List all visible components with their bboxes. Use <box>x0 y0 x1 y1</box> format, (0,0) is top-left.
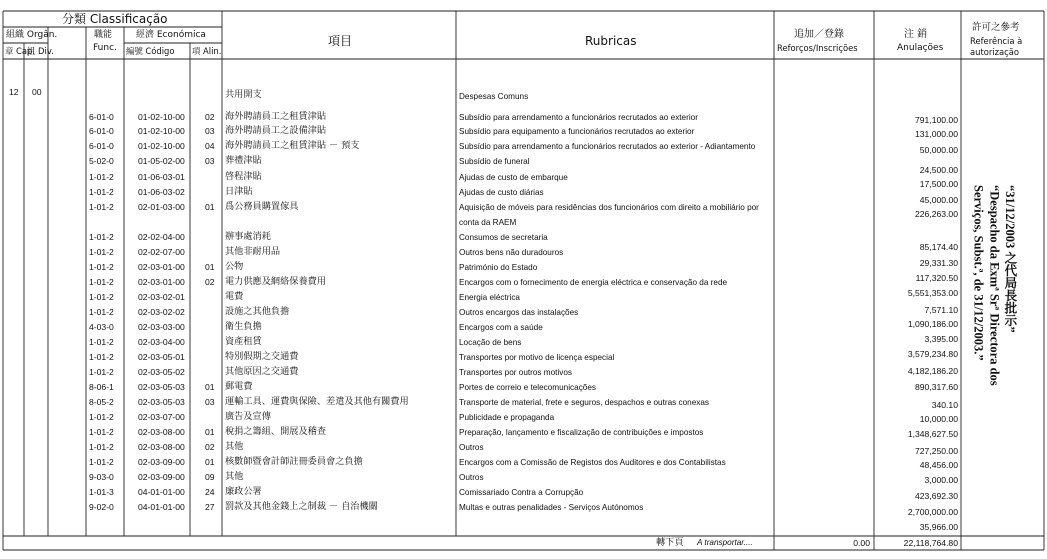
row-title-zh: 葬禮津貼 <box>225 155 262 166</box>
row-code: 02-03-09-00 <box>138 457 185 467</box>
group-cap: 12 <box>9 87 19 97</box>
row-func: 1-01-2 <box>89 457 114 467</box>
row-title-zh: 稅捐之籌組、開展及稽查 <box>225 426 327 437</box>
row-code: 01-02-10-00 <box>138 112 185 122</box>
row-title-pt: Transportes por motivo de licença especial <box>459 353 615 362</box>
row-title-pt: Património do Estado <box>459 263 538 272</box>
row-title-pt: Subsídio para arrendamento a funcionários recrutados ao exterior <box>459 113 698 122</box>
row-amount: 226,263.00 <box>914 209 958 219</box>
row-title-zh: 資產租賃 <box>225 336 262 347</box>
row-func: 4-03-0 <box>89 322 114 332</box>
row-code: 01-02-10-00 <box>138 126 185 136</box>
row-title-pt: Transportes por outros motivos <box>459 368 573 377</box>
header-cap: 章 Cap. <box>5 46 35 56</box>
row-title-pt: Aquisição de móveis para residências dos funcionários com direito a mobiliário por <box>459 203 759 212</box>
row-amount: 85,174.40 <box>919 242 958 252</box>
row-func: 1-01-2 <box>89 352 114 362</box>
row-func: 8-06-1 <box>89 382 114 392</box>
row-title-pt: Subsídio de funeral <box>459 157 530 166</box>
row-title-zh: 廣告及宣傳 <box>225 411 271 422</box>
row-title-zh: 設施之其他負擔 <box>225 306 290 317</box>
row-code: 01-06-03-01 <box>138 172 185 182</box>
row-title-zh: 運輸工具、運費與保險、差遣及其他有關費用 <box>225 396 409 407</box>
row-func: 8-05-2 <box>89 397 114 407</box>
row-code: 02-03-02-02 <box>138 307 185 317</box>
header-reforcos: Reforços/Inscrições <box>777 43 858 53</box>
row-code: 02-03-04-00 <box>138 337 185 347</box>
header-rubricas: Rubricas <box>585 34 637 48</box>
footer-reforcos-total: 0.00 <box>853 538 870 548</box>
row-func: 1-01-2 <box>89 172 114 182</box>
row-title-pt-cont: conta da RAEM <box>459 218 517 227</box>
row-title-pt: Outros <box>459 443 484 452</box>
row-amount: 117,320.50 <box>915 273 958 283</box>
row-title-pt: Ajudas de custo diárias <box>459 188 544 197</box>
row-func: 1-01-2 <box>89 367 114 377</box>
row-func: 9-03-0 <box>89 472 114 482</box>
header-classificacao: 分類 Classificação <box>62 12 168 26</box>
row-code: 01-05-02-00 <box>138 156 185 166</box>
row-amount: 1,090,186.00 <box>907 319 958 329</box>
row-alin: 01 <box>205 457 215 467</box>
row-title-zh: 海外聘請員工之租賃津貼 <box>225 111 327 122</box>
row-title-pt: Ajudas de custo de embarque <box>459 173 568 182</box>
row-func: 6-01-0 <box>89 112 114 122</box>
header-div: 組 Div. <box>27 46 54 56</box>
row-title-pt: Encargos com a saúde <box>459 323 543 332</box>
row-amount: 29,331.30 <box>919 258 958 268</box>
row-title-pt: Preparação, lançamento e fiscalização de contribuições e impostos <box>459 428 704 437</box>
row-title-pt: Comissariado Contra a Corrupção <box>459 488 584 497</box>
row-title-zh: 海外聘請員工之設備津貼 <box>225 125 327 136</box>
header-economica: 經濟 Económica <box>136 30 206 40</box>
row-code: 04-01-01-00 <box>138 502 185 512</box>
row-title-zh: 辦事處消耗 <box>225 231 271 242</box>
row-func: 1-01-2 <box>89 232 114 242</box>
row-title-zh: 爲公務員購置傢具 <box>225 201 299 212</box>
row-alin: 03 <box>205 126 215 136</box>
row-title-zh: 電力供應及網絡保養費用 <box>225 276 327 287</box>
row-alin: 24 <box>205 487 215 497</box>
row-title-pt: Multas e outras penalidades - Serviços Autónomos <box>459 503 644 512</box>
row-code: 02-03-02-01 <box>138 292 185 302</box>
row-title-pt: Subsídio para arrendamento a funcionários recrutados ao exterior - Adiantamento <box>459 142 756 151</box>
row-amount: 24,500.00 <box>919 165 958 175</box>
row-title-pt: Consumos de secretaria <box>459 233 548 242</box>
row-title-zh: 核數師暨會計師註冊委員會之負擔 <box>225 456 363 467</box>
row-title-pt: Encargos com a Comissão de Registos dos Auditores e dos Contabilistas <box>459 458 726 467</box>
group-title-zh: 共用開支 <box>225 89 262 100</box>
footer-label-pt: A transportar.... <box>697 538 753 547</box>
row-code: 02-03-05-02 <box>138 367 185 377</box>
row-title-pt: Outros bens não duradouros <box>459 248 564 257</box>
row-func: 1-01-2 <box>89 427 114 437</box>
row-amount: 423,692.30 <box>914 491 958 501</box>
authorization-note <box>970 185 1017 410</box>
row-func: 1-01-3 <box>89 487 114 497</box>
group-div: 00 <box>32 87 42 97</box>
row-amount: 131,000.00 <box>914 129 958 139</box>
row-title-zh: 海外聘請員工之租賃津貼 － 預支 <box>225 140 360 151</box>
row-amount: 2,700,000.00 <box>907 507 958 517</box>
row-title-zh: 電費 <box>225 291 244 302</box>
row-amount: 727,250.00 <box>914 446 958 456</box>
header-func-zh: 職能 <box>94 30 113 40</box>
row-func: 1-01-2 <box>89 337 114 347</box>
row-amount: 4,182,186.20 <box>907 366 958 376</box>
row-title-zh: 啓程津貼 <box>225 171 262 182</box>
row-title-zh: 公物 <box>225 261 244 272</box>
row-code: 02-02-04-00 <box>138 232 185 242</box>
row-title-zh: 其他 <box>225 441 244 452</box>
row-code: 02-03-09-00 <box>138 472 185 482</box>
row-amount: 10,000.00 <box>919 414 958 424</box>
header-anulacoes: Anulações <box>897 43 944 53</box>
row-code: 01-06-03-02 <box>138 187 185 197</box>
row-code: 01-02-10-00 <box>138 141 185 151</box>
footer-anulacoes-total: 22,118,764.80 <box>903 538 958 548</box>
header-reforcos-zh: 追加／登錄 <box>794 29 844 40</box>
row-code: 02-01-03-00 <box>138 202 185 212</box>
row-title-zh: 特別假期之交通費 <box>225 351 299 362</box>
row-func: 1-01-2 <box>89 307 114 317</box>
row-code: 02-03-01-00 <box>138 262 185 272</box>
row-code: 02-03-07-00 <box>138 412 185 422</box>
row-code: 02-03-05-03 <box>138 397 185 407</box>
header-alin: 項 Alin. <box>192 46 222 56</box>
row-title-zh: 郵電費 <box>225 381 253 392</box>
row-func: 1-01-2 <box>89 262 114 272</box>
row-func: 1-01-2 <box>89 412 114 422</box>
row-amount: 791,100.00 <box>914 115 958 125</box>
footer-label-zh: 轉下頁 <box>656 537 684 548</box>
row-alin: 02 <box>205 112 215 122</box>
row-title-zh: 罰款及其他金錢上之制裁 － 自治機關 <box>225 501 378 512</box>
row-title-zh: 衛生負擔 <box>225 321 262 332</box>
row-code: 02-03-08-00 <box>138 427 185 437</box>
row-func: 1-01-2 <box>89 187 114 197</box>
row-amount: 340.10 <box>931 400 958 410</box>
row-alin: 01 <box>205 427 215 437</box>
header-referencia-line2: autorização <box>970 47 1020 57</box>
row-amount: 35,966.00 <box>919 522 958 532</box>
row-amount: 48,456.00 <box>919 460 958 470</box>
row-amount: 3,000.00 <box>924 475 958 485</box>
row-func: 1-01-2 <box>89 277 114 287</box>
row-amount: 3,395.00 <box>924 334 958 344</box>
row-alin: 01 <box>205 202 215 212</box>
row-title-pt: Publicidade e propaganda <box>459 413 555 422</box>
group-title-pt: Despesas Comuns <box>459 92 529 101</box>
row-alin: 01 <box>205 382 215 392</box>
row-code: 02-03-08-00 <box>138 442 185 452</box>
row-func: 1-01-2 <box>89 442 114 452</box>
row-alin: 27 <box>205 502 215 512</box>
row-title-pt: Encargos com o fornecimento de energia eléctrica e conservação da rede <box>459 278 728 287</box>
row-alin: 02 <box>205 442 215 452</box>
row-code: 02-03-01-00 <box>138 277 185 287</box>
authorization-line3: Serviços, Subst.ª, de 31/12/2003.” <box>971 185 986 361</box>
row-title-pt: Transporte de material, frete e seguros, despachos e outras conexas <box>459 398 710 407</box>
row-amount: 5,551,353.00 <box>907 288 958 298</box>
header-xiangmu: 項目 <box>328 34 353 48</box>
row-title-pt: Portes de correio e telecomunicações <box>459 383 596 392</box>
row-amount: 1,348,627.50 <box>907 429 958 439</box>
row-title-zh: 其他 <box>225 471 244 482</box>
row-title-zh: 廉政公署 <box>225 486 262 497</box>
row-func: 6-01-0 <box>89 126 114 136</box>
row-func: 1-01-2 <box>89 202 114 212</box>
row-title-pt: Energia eléctrica <box>459 293 520 302</box>
row-alin: 04 <box>205 141 215 151</box>
row-amount: 17,500.00 <box>919 179 958 189</box>
row-code: 02-03-03-00 <box>138 322 185 332</box>
row-code: 02-03-05-03 <box>138 382 185 392</box>
row-func: 9-02-0 <box>89 502 114 512</box>
row-title-pt: Outros <box>459 473 484 482</box>
row-title-zh: 日津貼 <box>225 186 253 197</box>
row-code: 02-03-05-01 <box>138 352 185 362</box>
header-codigo: 編號 Código <box>126 46 175 56</box>
row-code: 02-02-07-00 <box>138 247 185 257</box>
row-title-pt: Outros encargos das instalações <box>459 308 579 317</box>
row-alin: 09 <box>205 472 215 482</box>
header-anulacoes-zh: 注 銷 <box>904 29 928 40</box>
row-func: 6-01-0 <box>89 141 114 151</box>
row-amount: 7,571.10 <box>924 305 958 315</box>
row-func: 1-01-2 <box>89 247 114 257</box>
row-alin: 02 <box>205 277 215 287</box>
row-alin: 01 <box>205 262 215 272</box>
header-referencia-zh: 許可之參考 <box>972 22 1020 33</box>
row-title-pt: Subsídio para equipamento a funcionários recrutados ao exterior <box>459 127 695 136</box>
header-organ: 組織 Orgân. <box>6 30 58 40</box>
row-alin: 03 <box>205 156 215 166</box>
row-amount: 45,000.00 <box>919 195 958 205</box>
row-amount: 3,579,234.80 <box>907 349 958 359</box>
row-title-pt: Locação de bens <box>459 338 522 347</box>
row-title-zh: 其他原因之交通費 <box>225 366 299 377</box>
authorization-line2: “Despacho da Exmª Srª Directora dos <box>987 185 1002 386</box>
authorization-line1: “31/12/2003 之代局長批示” <box>1002 185 1017 333</box>
header-func: Func. <box>93 43 117 53</box>
header-referencia-line1: Referência à <box>970 36 1023 46</box>
row-code: 04-01-01-00 <box>138 487 185 497</box>
row-func: 5-02-0 <box>89 156 114 166</box>
row-amount: 890,317.60 <box>914 382 958 392</box>
row-func: 1-01-2 <box>89 292 114 302</box>
row-alin: 03 <box>205 397 215 407</box>
row-title-zh: 其他非耐用品 <box>225 246 281 257</box>
row-amount: 50,000.00 <box>919 145 958 155</box>
